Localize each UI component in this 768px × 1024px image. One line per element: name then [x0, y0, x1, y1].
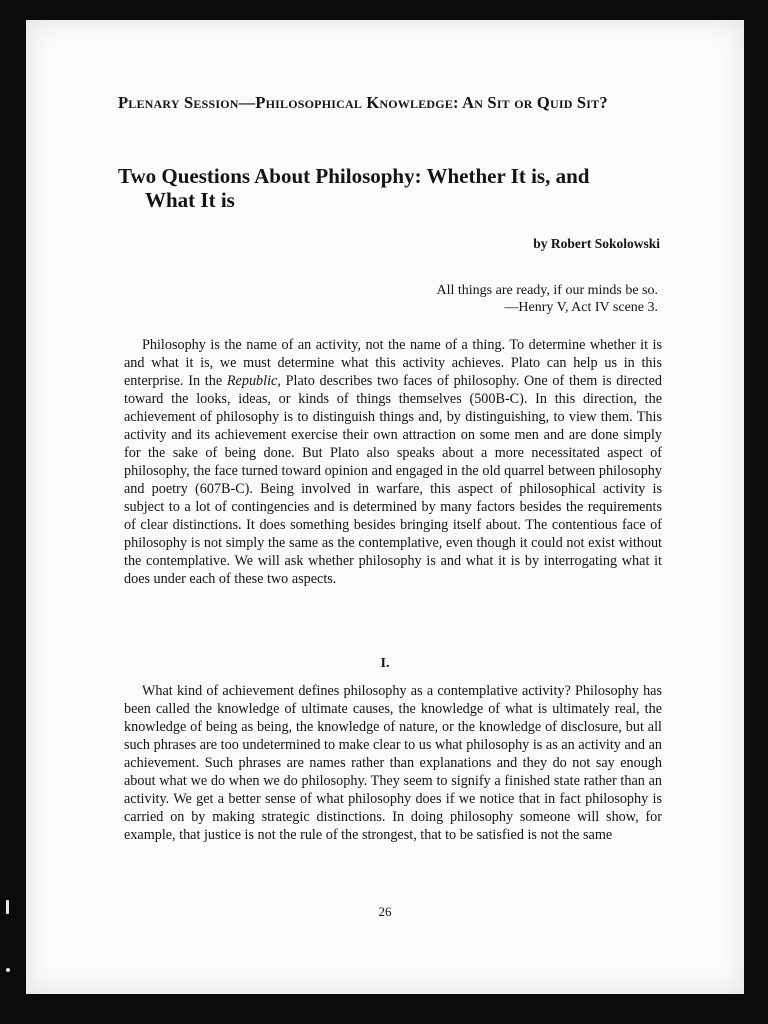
republic-title: Republic: [226, 373, 278, 389]
section-number: I.: [380, 656, 390, 671]
session-heading: Plenary Session—Philosophical Knowledge: An Sit or Quid Sit?: [118, 93, 608, 112]
intro-paragraph-text-2: , Plato describes two faces of philosophy. One of them is directed toward the looks, ideas, or kinds of things themselves (500B-C). In this direction, the achievement of philosophy is to distinguish things and, by distinguishing, to view them. This activity and its achievement exercise their own attraction on some men and are done simply for the sake of being done. But Plato also speaks about a more necessitated aspect of philosophy, the face turned toward opinion and engaged in the old quarrel between philosophy and poetry (607B-C). Being involved in warfare, this aspect of philosophical activity is subject to a lot of contingencies and is determined by many factors besides the requirements of clear distinctions. It does something besides bringing itself about. The contentious face of philosophy is not simply the same as the contemplative, even though it could not exist without the contemplative. We will ask whether philosophy is and what it is by interrogating what it does under each of these two aspects.: [124, 373, 662, 587]
article-title-line-2: What It is: [145, 188, 235, 212]
article-title: [118, 164, 698, 212]
section-one-paragraph: [124, 682, 662, 844]
section-one-paragraph-text: What kind of achievement defines philosophy as a contemplative activity? Philosophy has been called the knowledge of ultimate causes, the knowledge of what is ultimately real, the knowledge of being as being, the knowledge of nature, or the knowledge of disclosure, but all such phrases are too undetermined to make clear to us what philosophy is as an activity and an achievement. Such phrases are names rather than explanations and they do not say enough about what we do when we do philosophy. They seem to signify a finished state rather than an activity. We get a better sense of what philosophy does if we notice that in fact philosophy is carried on by making strategic distinctions. In doing philosophy someone will show, for example, that justice is not the rule of the strongest, that to be satisfied is not the same: [124, 683, 662, 843]
epigraph-quote: All things are ready, if our minds be so.: [436, 283, 658, 298]
article-title-line-1: Two Questions About Philosophy: Whether It is, and: [118, 164, 590, 188]
scanned-page: [26, 20, 744, 994]
scan-mark-bar: [6, 900, 9, 914]
intro-paragraph-text-1: Philosophy is the name of an activity, not the name of a thing. To determine whether it is and what it is, we must determine what this activity achieves. Plato can help us in this enterprise. In the: [124, 337, 662, 389]
scan-mark-dot: [6, 968, 10, 972]
epigraph-source: —Henry V, Act IV scene 3.: [504, 300, 658, 315]
epigraph: [437, 282, 659, 316]
author-byline: by Robert Sokolowski: [533, 236, 660, 251]
intro-paragraph: [124, 336, 662, 588]
page-number: 26: [378, 904, 392, 919]
